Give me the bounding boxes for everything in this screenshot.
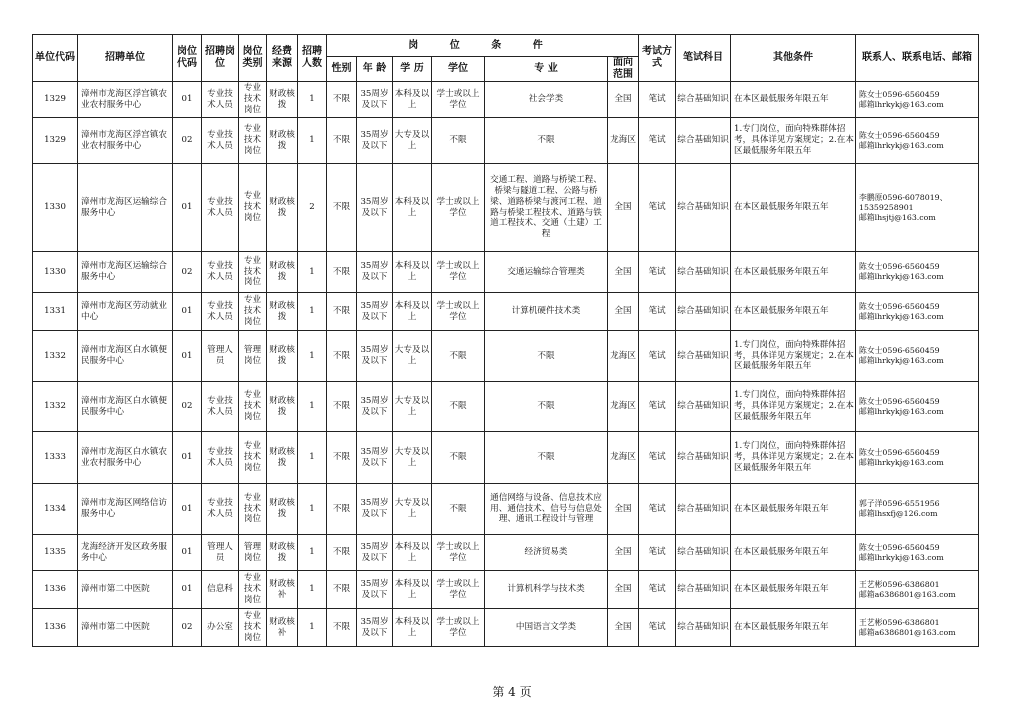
scope-cell: 龙海区 — [608, 432, 639, 484]
unit-code-cell: 1331 — [33, 293, 78, 331]
other-cell: 在本区最低服务年限五年 — [731, 252, 856, 293]
age-cell: 35周岁及以下 — [357, 331, 393, 382]
table-row — [33, 382, 979, 432]
degree-cell: 学士或以上学位 — [432, 535, 485, 571]
other-cell: 在本区最低服务年限五年 — [731, 164, 856, 252]
page-number: 第 4 页 — [492, 685, 532, 699]
major-cell: 计算机科学与技术类 — [485, 571, 608, 609]
count-cell: 1 — [298, 82, 327, 118]
unit-name-cell: 漳州市龙海区白水镇农业农村服务中心 — [78, 432, 173, 484]
other-cell: 在本区最低服务年限五年 — [731, 571, 856, 609]
edu-cell: 本科及以上 — [393, 252, 432, 293]
header-post: 招聘岗位 — [202, 35, 239, 82]
funding-cell: 财政核拨 — [267, 118, 298, 164]
unit-name-cell: 漳州市龙海区白水镇便民服务中心 — [78, 382, 173, 432]
edu-cell: 大专及以上 — [393, 118, 432, 164]
post-code-cell: 02 — [173, 252, 202, 293]
header-contact: 联系人、联系电话、邮箱 — [856, 35, 979, 82]
funding-cell: 财政核拨 — [267, 164, 298, 252]
count-cell: 1 — [298, 331, 327, 382]
edu-cell: 本科及以上 — [393, 164, 432, 252]
category-cell: 专业技术岗位 — [239, 118, 267, 164]
post-name-cell: 专业技术人员 — [202, 484, 239, 535]
other-cell: 1.专门岗位，面向特殊群体招考，具体详见方案规定；2.在本区最低服务年限五年 — [731, 432, 856, 484]
subject-cell: 综合基础知识 — [676, 571, 731, 609]
exam-cell: 笔试 — [639, 82, 676, 118]
table-row — [33, 293, 979, 331]
contact-mail-line: 15359258901 — [859, 202, 914, 212]
age-cell: 35周岁及以下 — [357, 118, 393, 164]
count-cell: 1 — [298, 382, 327, 432]
subject-cell: 综合基础知识 — [676, 118, 731, 164]
exam-cell: 笔试 — [639, 118, 676, 164]
gender-cell: 不限 — [327, 432, 357, 484]
contact-mail-line: 邮箱lhsxfj@126.com — [859, 509, 938, 518]
category-cell: 管理岗位 — [239, 535, 267, 571]
header-unit: 招聘单位 — [78, 35, 173, 82]
other-cell: 在本区最低服务年限五年 — [731, 535, 856, 571]
contact-mail-line: 邮箱lhrkykj@163.com — [859, 356, 944, 365]
post-code-cell: 01 — [173, 484, 202, 535]
exam-cell: 笔试 — [639, 609, 676, 647]
funding-cell: 财政核拨 — [267, 331, 298, 382]
funding-cell: 财政核补 — [267, 571, 298, 609]
category-cell: 专业技术岗位 — [239, 164, 267, 252]
other-cell: 在本区最低服务年限五年 — [731, 293, 856, 331]
scope-cell: 全国 — [608, 535, 639, 571]
post-name-cell: 管理人员 — [202, 331, 239, 382]
major-cell: 不限 — [485, 382, 608, 432]
edu-cell: 本科及以上 — [393, 571, 432, 609]
header-gender: 性别 — [327, 57, 357, 82]
contact-mail-line: 邮箱lhrkykj@163.com — [859, 99, 944, 109]
exam-cell: 笔试 — [639, 331, 676, 382]
age-cell: 35周岁及以下 — [357, 609, 393, 647]
major-cell: 中国语言文学类 — [485, 609, 608, 647]
post-code-cell: 01 — [173, 535, 202, 571]
unit-code-cell: 1333 — [33, 432, 78, 484]
exam-cell: 笔试 — [639, 484, 676, 535]
edu-cell: 本科及以上 — [393, 535, 432, 571]
other-cell: 在本区最低服务年限五年 — [731, 484, 856, 535]
post-code-cell: 01 — [173, 293, 202, 331]
gender-cell: 不限 — [327, 331, 357, 382]
gender-cell: 不限 — [327, 382, 357, 432]
contact-mail-line: 邮箱lhrkykj@163.com — [859, 552, 944, 562]
contact-name-line: 李鹏原0596-6078019、 — [859, 192, 948, 202]
edu-cell: 大专及以上 — [393, 484, 432, 535]
major-cell: 交通运输综合管理类 — [485, 252, 608, 293]
contact-mail-line: 邮箱lhrkykj@163.com — [859, 272, 944, 281]
subject-cell: 综合基础知识 — [676, 382, 731, 432]
category-cell: 专业技术岗位 — [239, 609, 267, 647]
table-row — [33, 164, 979, 252]
funding-cell: 财政核补 — [267, 609, 298, 647]
post-code-cell: 02 — [173, 609, 202, 647]
count-cell: 1 — [298, 535, 327, 571]
post-code-cell: 02 — [173, 382, 202, 432]
exam-cell: 笔试 — [639, 293, 676, 331]
header-subject: 笔试科目 — [676, 35, 731, 82]
table-row — [33, 252, 979, 293]
exam-cell: 笔试 — [639, 252, 676, 293]
contact-cell — [856, 609, 979, 647]
scope-cell: 全国 — [608, 252, 639, 293]
subject-cell: 综合基础知识 — [676, 609, 731, 647]
unit-name-cell: 漳州市龙海区白水镇便民服务中心 — [78, 331, 173, 382]
table-row — [33, 82, 979, 118]
gender-cell: 不限 — [327, 82, 357, 118]
exam-cell: 笔试 — [639, 571, 676, 609]
scope-cell: 龙海区 — [608, 382, 639, 432]
contact-name-line: 陈女士0596-6560459 — [859, 542, 940, 552]
funding-cell: 财政核拨 — [267, 484, 298, 535]
post-name-cell: 办公室 — [202, 609, 239, 647]
category-cell: 专业技术岗位 — [239, 571, 267, 609]
table-row — [33, 535, 979, 571]
header-count: 招聘人数 — [298, 35, 327, 82]
unit-code-cell: 1329 — [33, 118, 78, 164]
table-row — [33, 432, 979, 484]
other-cell: 1.专门岗位，面向特殊群体招考，具体详见方案规定；2.在本区最低服务年限五年 — [731, 331, 856, 382]
post-name-cell: 专业技术人员 — [202, 382, 239, 432]
scope-cell: 全国 — [608, 293, 639, 331]
scope-cell: 全国 — [608, 164, 639, 252]
recruitment-table — [32, 34, 979, 647]
post-name-cell: 专业技术人员 — [202, 252, 239, 293]
scope-cell: 全国 — [608, 609, 639, 647]
header-degree: 学位 — [432, 57, 485, 82]
post-name-cell: 信息科 — [202, 571, 239, 609]
post-code-cell: 01 — [173, 571, 202, 609]
table-row — [33, 331, 979, 382]
contact-name-line: 陈女士0596-6560459 — [859, 301, 940, 311]
post-code-cell: 01 — [173, 164, 202, 252]
header-funding: 经费来源 — [267, 35, 298, 82]
contact-cell — [856, 484, 979, 535]
subject-cell: 综合基础知识 — [676, 432, 731, 484]
contact-cell — [856, 432, 979, 484]
gender-cell: 不限 — [327, 571, 357, 609]
funding-cell: 财政核拨 — [267, 293, 298, 331]
unit-name-cell: 漳州市第二中医院 — [78, 609, 173, 647]
subject-cell: 综合基础知识 — [676, 82, 731, 118]
unit-name-cell: 漳州市龙海区网络信访服务中心 — [78, 484, 173, 535]
contact-mail-line: 邮箱a6386801@163.com — [859, 589, 956, 599]
exam-cell: 笔试 — [639, 535, 676, 571]
age-cell: 35周岁及以下 — [357, 382, 393, 432]
major-cell: 交通工程、道路与桥梁工程、桥梁与隧道工程、公路与桥梁、道路桥梁与渡河工程、道路与桥梁工程技术、道路与铁道工程技术、交通（土建）工程 — [485, 164, 608, 252]
count-cell: 1 — [298, 252, 327, 293]
unit-name-cell: 漳州市龙海区浮宫镇农业农村服务中心 — [78, 118, 173, 164]
funding-cell: 财政核拨 — [267, 382, 298, 432]
other-cell: 在本区最低服务年限五年 — [731, 82, 856, 118]
exam-cell: 笔试 — [639, 382, 676, 432]
scope-cell: 全国 — [608, 484, 639, 535]
other-cell: 1.专门岗位，面向特殊群体招考，具体详见方案规定；2.在本区最低服务年限五年 — [731, 382, 856, 432]
table-row — [33, 571, 979, 609]
gender-cell: 不限 — [327, 252, 357, 293]
unit-code-cell: 1332 — [33, 331, 78, 382]
contact-name-line: 郭子洋0596-6551956 — [859, 499, 940, 508]
gender-cell: 不限 — [327, 484, 357, 535]
degree-cell: 不限 — [432, 484, 485, 535]
contact-cell — [856, 118, 979, 164]
header-edu: 学 历 — [393, 57, 432, 82]
gender-cell: 不限 — [327, 609, 357, 647]
table-row — [33, 118, 979, 164]
contact-name-line: 陈女士0596-6560459 — [859, 130, 940, 140]
contact-name-line: 王艺彬0596-6386801 — [859, 617, 940, 627]
major-cell: 不限 — [485, 432, 608, 484]
count-cell: 1 — [298, 571, 327, 609]
post-name-cell: 专业技术人员 — [202, 293, 239, 331]
contact-extra-line: 邮箱lhsjtj@163.com — [859, 212, 936, 222]
edu-cell: 本科及以上 — [393, 609, 432, 647]
count-cell: 1 — [298, 432, 327, 484]
age-cell: 35周岁及以下 — [357, 535, 393, 571]
gender-cell: 不限 — [327, 118, 357, 164]
unit-code-cell: 1334 — [33, 484, 78, 535]
other-cell: 在本区最低服务年限五年 — [731, 609, 856, 647]
contact-name-line: 陈女士0596-6560459 — [859, 89, 940, 99]
degree-cell: 学士或以上学位 — [432, 252, 485, 293]
unit-code-cell: 1335 — [33, 535, 78, 571]
contact-name-line: 王艺彬0596-6386801 — [859, 579, 940, 589]
category-cell: 专业技术岗位 — [239, 382, 267, 432]
post-code-cell: 01 — [173, 432, 202, 484]
edu-cell: 大专及以上 — [393, 432, 432, 484]
contact-name-line: 陈女士0596-6560459 — [859, 346, 940, 355]
major-cell: 经济贸易类 — [485, 535, 608, 571]
gender-cell: 不限 — [327, 164, 357, 252]
contact-mail-line: 邮箱a6386801@163.com — [859, 627, 956, 637]
degree-cell: 不限 — [432, 382, 485, 432]
count-cell: 1 — [298, 118, 327, 164]
category-cell: 专业技术岗位 — [239, 82, 267, 118]
contact-cell — [856, 252, 979, 293]
unit-code-cell: 1332 — [33, 382, 78, 432]
post-name-cell: 专业技术人员 — [202, 432, 239, 484]
scope-cell: 全国 — [608, 571, 639, 609]
subject-cell: 综合基础知识 — [676, 252, 731, 293]
header-age: 年 龄 — [357, 57, 393, 82]
table-row — [33, 609, 979, 647]
major-cell: 不限 — [485, 331, 608, 382]
header-scope: 面向范围 — [608, 57, 639, 82]
subject-cell: 综合基础知识 — [676, 535, 731, 571]
age-cell: 35周岁及以下 — [357, 432, 393, 484]
contact-name-line: 陈女士0596-6560459 — [859, 262, 940, 271]
unit-name-cell: 漳州市龙海区运输综合服务中心 — [78, 252, 173, 293]
major-cell: 社会学类 — [485, 82, 608, 118]
unit-code-cell: 1336 — [33, 609, 78, 647]
unit-name-cell: 漳州市龙海区浮宫镇农业农村服务中心 — [78, 82, 173, 118]
post-code-cell: 01 — [173, 331, 202, 382]
major-cell: 不限 — [485, 118, 608, 164]
header-conditions: 岗 位 条 件 — [327, 35, 639, 57]
unit-code-cell: 1329 — [33, 82, 78, 118]
category-cell: 管理岗位 — [239, 331, 267, 382]
exam-cell: 笔试 — [639, 164, 676, 252]
degree-cell: 学士或以上学位 — [432, 82, 485, 118]
header-other: 其他条件 — [731, 35, 856, 82]
post-name-cell: 管理人员 — [202, 535, 239, 571]
contact-name-line: 陈女士0596-6560459 — [859, 396, 940, 406]
category-cell: 专业技术岗位 — [239, 293, 267, 331]
edu-cell: 大专及以上 — [393, 331, 432, 382]
subject-cell: 综合基础知识 — [676, 293, 731, 331]
post-name-cell: 专业技术人员 — [202, 82, 239, 118]
contact-mail-line: 邮箱lhrkykj@163.com — [859, 140, 944, 150]
unit-name-cell: 漳州市龙海区劳动就业中心 — [78, 293, 173, 331]
edu-cell: 本科及以上 — [393, 293, 432, 331]
funding-cell: 财政核拨 — [267, 432, 298, 484]
post-code-cell: 01 — [173, 82, 202, 118]
contact-mail-line: 邮箱lhrkykj@163.com — [859, 311, 944, 321]
header-row-1 — [33, 35, 979, 57]
contact-mail-line: 邮箱lhrkykj@163.com — [859, 457, 944, 467]
subject-cell: 综合基础知识 — [676, 331, 731, 382]
scope-cell: 龙海区 — [608, 331, 639, 382]
count-cell: 1 — [298, 293, 327, 331]
post-name-cell: 专业技术人员 — [202, 118, 239, 164]
contact-cell — [856, 164, 979, 252]
gender-cell: 不限 — [327, 293, 357, 331]
funding-cell: 财政核拨 — [267, 82, 298, 118]
scope-cell: 全国 — [608, 82, 639, 118]
contact-cell — [856, 535, 979, 571]
unit-name-cell: 漳州市龙海区运输综合服务中心 — [78, 164, 173, 252]
subject-cell: 综合基础知识 — [676, 484, 731, 535]
unit-code-cell: 1336 — [33, 571, 78, 609]
age-cell: 35周岁及以下 — [357, 571, 393, 609]
age-cell: 35周岁及以下 — [357, 293, 393, 331]
header-exam: 考试方式 — [639, 35, 676, 82]
degree-cell: 学士或以上学位 — [432, 609, 485, 647]
category-cell: 专业技术岗位 — [239, 432, 267, 484]
contact-cell — [856, 571, 979, 609]
category-cell: 专业技术岗位 — [239, 252, 267, 293]
unit-name-cell: 漳州市第二中医院 — [78, 571, 173, 609]
degree-cell: 学士或以上学位 — [432, 293, 485, 331]
header-post-code: 岗位代码 — [173, 35, 202, 82]
contact-cell — [856, 293, 979, 331]
unit-code-cell: 1330 — [33, 164, 78, 252]
contact-mail-line: 邮箱lhrkykj@163.com — [859, 406, 944, 416]
age-cell: 35周岁及以下 — [357, 252, 393, 293]
contact-cell — [856, 82, 979, 118]
exam-cell: 笔试 — [639, 432, 676, 484]
table-row — [33, 484, 979, 535]
post-code-cell: 02 — [173, 118, 202, 164]
age-cell: 35周岁及以下 — [357, 82, 393, 118]
other-cell: 1.专门岗位，面向特殊群体招考，具体详见方案规定；2.在本区最低服务年限五年 — [731, 118, 856, 164]
table-body — [33, 82, 979, 647]
degree-cell: 不限 — [432, 331, 485, 382]
gender-cell: 不限 — [327, 535, 357, 571]
funding-cell: 财政核拨 — [267, 535, 298, 571]
header-category: 岗位类别 — [239, 35, 267, 82]
funding-cell: 财政核拨 — [267, 252, 298, 293]
age-cell: 35周岁及以下 — [357, 484, 393, 535]
contact-name-line: 陈女士0596-6560459 — [859, 447, 940, 457]
unit-code-cell: 1330 — [33, 252, 78, 293]
post-name-cell: 专业技术人员 — [202, 164, 239, 252]
contact-cell — [856, 382, 979, 432]
degree-cell: 学士或以上学位 — [432, 571, 485, 609]
unit-name-cell: 龙海经济开发区政务服务中心 — [78, 535, 173, 571]
count-cell: 1 — [298, 484, 327, 535]
edu-cell: 本科及以上 — [393, 82, 432, 118]
edu-cell: 大专及以上 — [393, 382, 432, 432]
age-cell: 35周岁及以下 — [357, 164, 393, 252]
header-major: 专 业 — [485, 57, 608, 82]
degree-cell: 不限 — [432, 118, 485, 164]
header-unit-code: 单位代码 — [33, 35, 78, 82]
category-cell: 专业技术岗位 — [239, 484, 267, 535]
contact-cell — [856, 331, 979, 382]
subject-cell: 综合基础知识 — [676, 164, 731, 252]
degree-cell: 学士或以上学位 — [432, 164, 485, 252]
degree-cell: 不限 — [432, 432, 485, 484]
count-cell: 2 — [298, 164, 327, 252]
scope-cell: 龙海区 — [608, 118, 639, 164]
count-cell: 1 — [298, 609, 327, 647]
major-cell: 通信网络与设备、信息技术应用、通信技术、信号与信息处理、通讯工程设计与管理 — [485, 484, 608, 535]
major-cell: 计算机硬件技术类 — [485, 293, 608, 331]
